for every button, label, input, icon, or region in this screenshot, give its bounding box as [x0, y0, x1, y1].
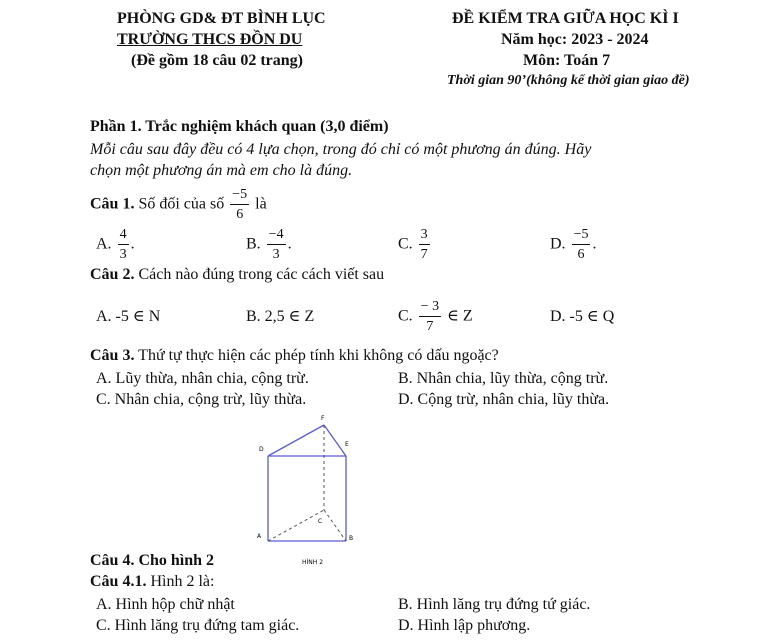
part1-title: Phần 1. Trắc nghiệm khách quan (3,0 điểm) [90, 118, 389, 135]
vertex-label-b: B [349, 535, 354, 542]
question-1-label: Câu 1. [90, 195, 135, 213]
q2-option-c: C. $\frac{- 3}{7}$ ∈ Z [398, 299, 473, 334]
edge-AC-hidden [268, 510, 324, 541]
question-1 [90, 188, 267, 222]
school-year: Năm học: 2023 - 2024 [501, 31, 649, 48]
question-4-1-label: Câu 4.1. [90, 573, 147, 590]
prism-figure [240, 408, 370, 568]
part1-instruction-line2: chọn một phương án mà em cho là đúng. [90, 162, 353, 179]
edge-FE [324, 425, 346, 456]
question-1-text: Số đối của số [134, 195, 225, 213]
q1-option-a: A. $\frac{4}{3}$ . [96, 227, 135, 262]
q3-option-c: C. Nhân chia, cộng trừ, lũy thừa. [96, 391, 307, 408]
part1-instruction-line1: Mỗi câu sau đây đều có 4 lựa chọn, trong đó chỉ có một phương án đúng. Hãy [90, 141, 592, 158]
question-3-text: Thứ tự thực hiện các phép tính khi không có dấu ngoặc? [134, 347, 499, 364]
vertex-label-d: D [259, 446, 264, 453]
question-1-fraction: $\frac{-5}{6}$ [232, 187, 248, 222]
q4-option-b: B. Hình lăng trụ đứng tứ giác. [398, 596, 591, 613]
school-name: TRƯỜNG THCS ĐỒN DU [117, 31, 303, 48]
dept-name: PHÒNG GD& ĐT BÌNH LỤC [117, 10, 326, 27]
q2-option-d: D. -5 ∈ Q [550, 308, 615, 325]
figure-caption: HÌNH 2 [302, 559, 324, 566]
exam-title: ĐỀ KIỂM TRA GIỮA HỌC KÌ I [452, 10, 679, 27]
edge-DF [268, 425, 324, 456]
q1-option-d: D. $\frac{-5}{6}$ . [550, 227, 597, 262]
subject: Môn: Toán 7 [523, 52, 611, 69]
vertex-label-c: C [318, 518, 323, 525]
question-3-label: Câu 3. [90, 347, 135, 364]
question-4-1 [90, 573, 214, 591]
q1-option-b: B. $\frac{-4}{3}$ . [246, 227, 292, 262]
q1-option-c: C. $\frac{3}{7}$ [398, 227, 428, 262]
vertex-label-a: A [257, 533, 262, 540]
q4-option-c: C. Hình lăng trụ đứng tam giác. [96, 617, 300, 634]
edge-CB-hidden [324, 510, 346, 541]
q3-option-a: A. Lũy thừa, nhân chia, cộng trừ. [96, 370, 309, 387]
q2-option-b: B. 2,5 ∈ Z [246, 308, 315, 325]
question-4-1-text: Hình 2 là: [146, 573, 215, 590]
exam-duration: Thời gian 90’(không kể thời gian giao đề) [447, 73, 690, 88]
question-3 [90, 347, 499, 365]
q2-option-a: A. -5 ∈ N [96, 308, 161, 325]
question-2-label: Câu 2. [90, 266, 135, 283]
page-count: (Đề gồm 18 câu 02 trang) [131, 52, 303, 69]
q3-option-b: B. Nhân chia, lũy thừa, cộng trừ. [398, 370, 609, 387]
q4-option-d: D. Hình lập phương. [398, 617, 531, 634]
q4-option-a: A. Hình hộp chữ nhật [96, 596, 235, 613]
question-2 [90, 266, 384, 284]
q3-option-d: D. Cộng trừ, nhân chia, lũy thừa. [398, 391, 610, 408]
question-2-text: Cách nào đúng trong các cách viết sau [134, 266, 385, 283]
vertex-label-e: E [345, 441, 349, 448]
vertex-label-f: F [321, 415, 325, 422]
question-1-suffix: là [255, 195, 267, 213]
question-4-title: Câu 4. Cho hình 2 [90, 552, 215, 569]
